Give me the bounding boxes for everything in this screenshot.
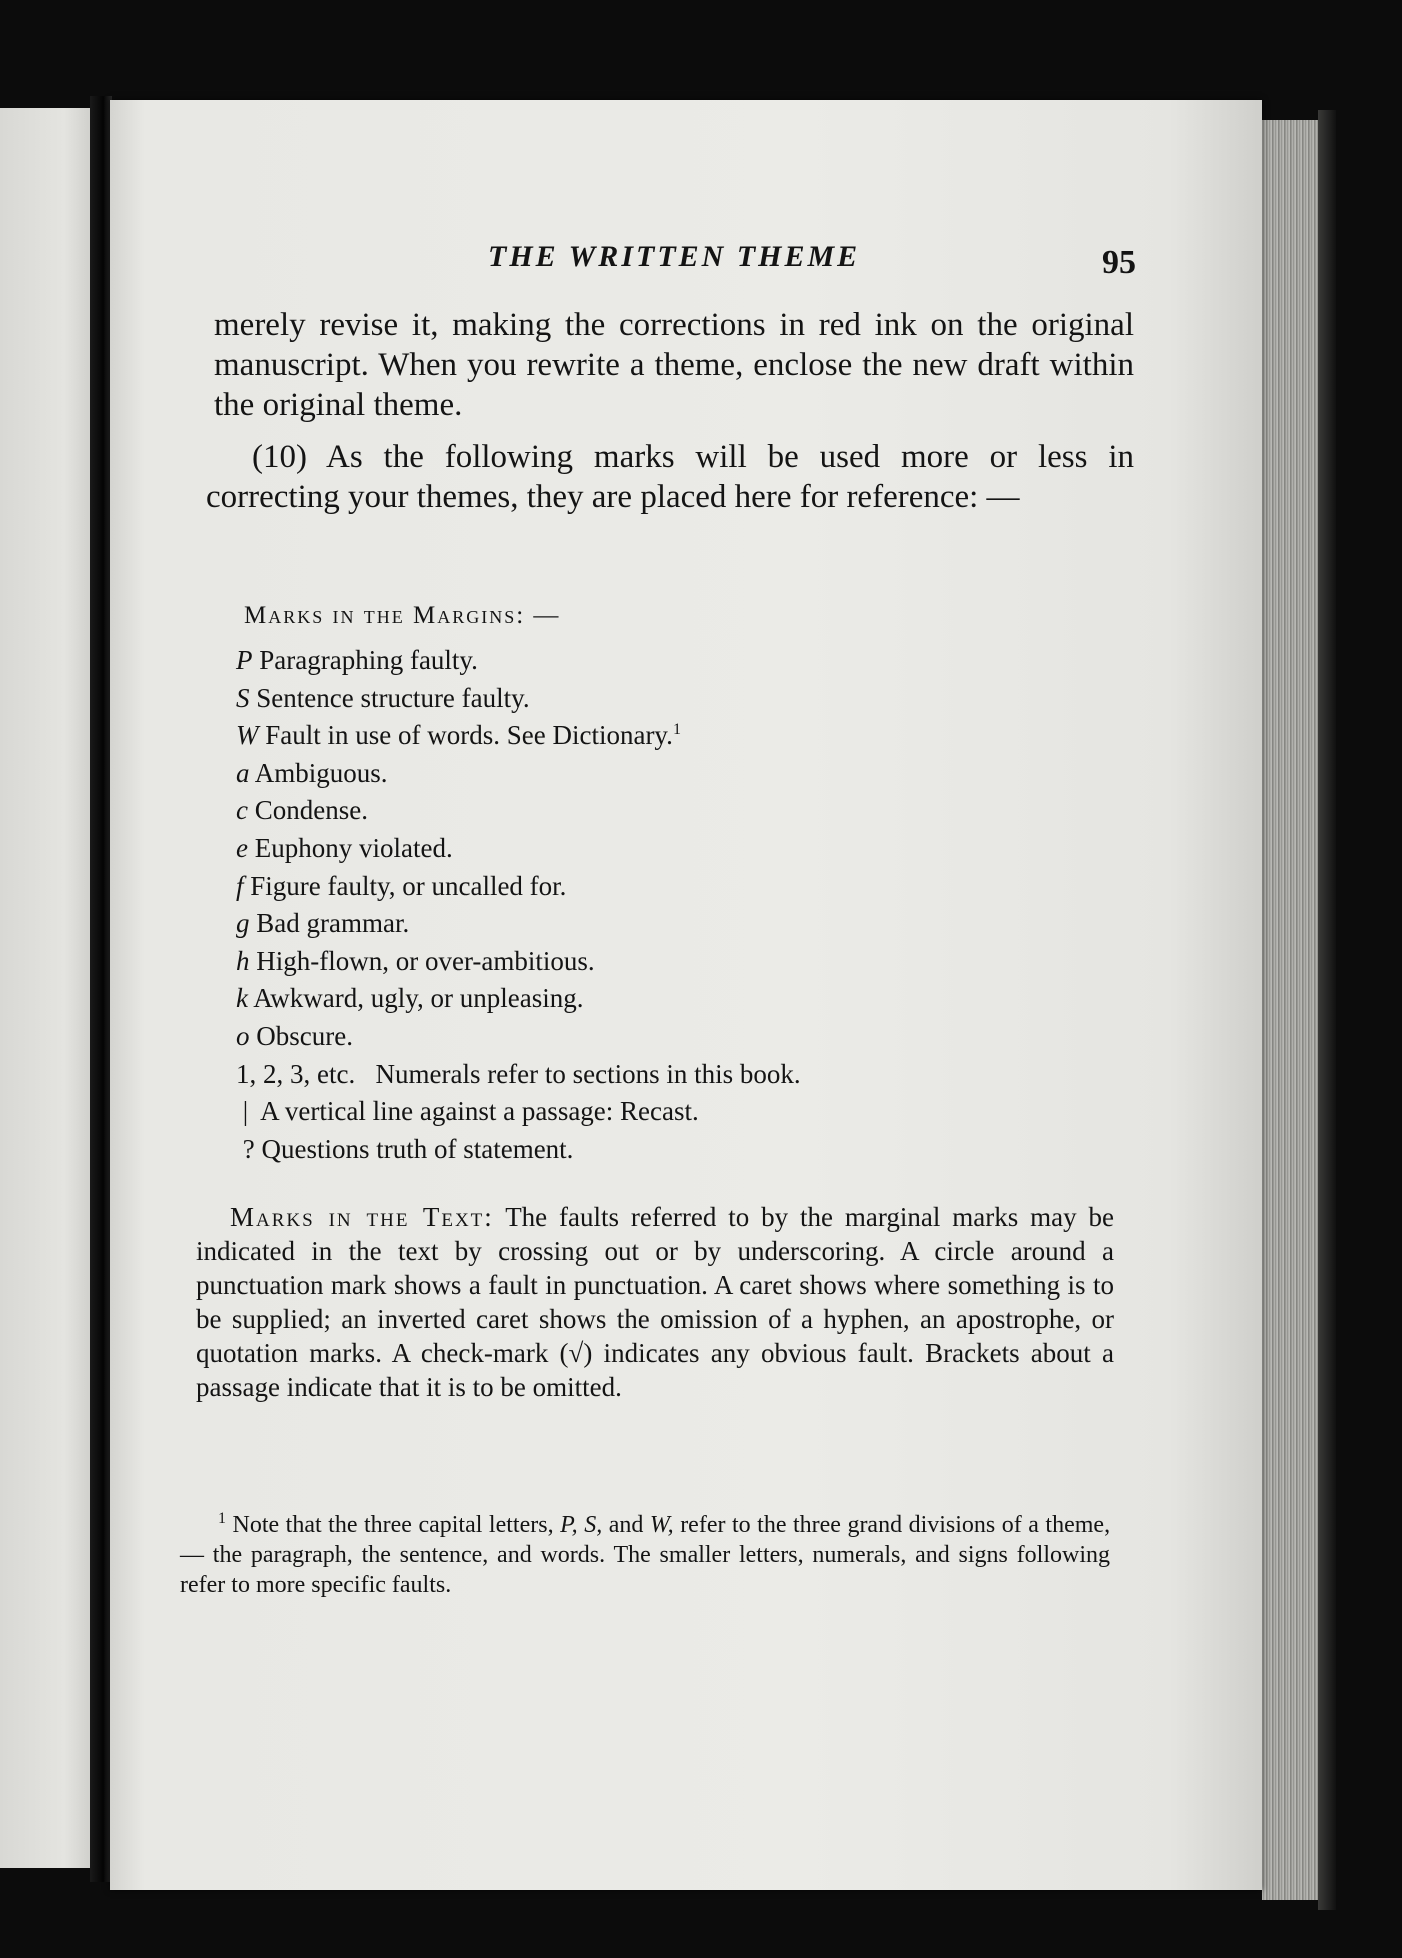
list-item [236, 1056, 801, 1094]
footnote-text-before: Note that the three capital letters, [232, 1512, 554, 1538]
mark-symbol: k [236, 983, 248, 1014]
mark-description: A vertical line against a passage: Recast. [260, 1096, 699, 1127]
list-item [236, 755, 801, 793]
mark-symbol: P [236, 645, 253, 675]
paragraph-continued: merely revise it, making the corrections in red ink on the original manuscript. When you rewrite a theme, enclose the new draft within the original theme. [214, 307, 1134, 423]
mark-symbol: | [242, 1096, 249, 1127]
mark-description: Fault in use of words. See Dictionary. [265, 720, 673, 751]
mark-symbol: S [236, 682, 250, 713]
footnote-letter-s: S, [584, 1512, 603, 1538]
footnote-letter-p: P, [560, 1512, 578, 1538]
mark-description: Sentence structure faulty. [256, 682, 530, 713]
mark-symbol: c [236, 795, 248, 826]
mark-symbol: h [236, 945, 250, 976]
running-head: THE WRITTEN THEME [488, 240, 861, 273]
mark-description: Paragraphing faulty. [259, 645, 478, 675]
text-marks-body: The faults referred to by the marginal marks may be indicated in the text by crossing out or by underscoring. A circle around a punctuation mark shows a fault in punctuation. A caret shows where something is to be supplied; an inverted caret shows the omission of a hyphen, an apostrophe, or quotation marks. A check-mark (√) indicates any obvious fault. Brackets about a passage indicate that it is to be omitted. [196, 1202, 1114, 1402]
text-marks-heading: Marks in the Text: [230, 1202, 494, 1232]
list-item [236, 868, 801, 906]
footnote-conjunction: and [608, 1512, 644, 1538]
book-edge-shadow [1318, 110, 1336, 1910]
mark-description: High-flown, or over-ambitious. [256, 945, 595, 976]
mark-description: Questions truth of statement. [261, 1133, 574, 1164]
mark-symbol: a [236, 757, 250, 788]
mark-description: Condense. [254, 795, 368, 826]
facing-page-edge [0, 108, 92, 1868]
list-item [236, 1131, 801, 1169]
paragraph-10: (10) As the following marks will be used more or less in correcting your themes, they are placed here for reference: — [206, 439, 1134, 515]
list-item [236, 1018, 801, 1056]
mark-description: Obscure. [256, 1020, 353, 1051]
book-gutter [90, 96, 112, 1882]
mark-symbol: e [236, 832, 248, 863]
footnote-reference: 1 [672, 721, 681, 739]
mark-description: Euphony violated. [254, 832, 453, 863]
list-item [236, 717, 801, 755]
list-item [236, 792, 801, 830]
mark-description: Figure faulty, or uncalled for. [250, 870, 567, 901]
list-item [236, 680, 801, 718]
list-item [236, 980, 801, 1018]
footnote-letter-w: W, [649, 1512, 674, 1538]
list-item [236, 1093, 801, 1131]
mark-description: Awkward, ugly, or unpleasing. [253, 983, 584, 1014]
mark-symbol: 1, 2, 3, etc. [236, 1058, 356, 1089]
margin-marks-list [236, 642, 801, 1168]
list-item [236, 943, 801, 981]
margin-marks-heading: Marks in the Margins: — [244, 602, 561, 629]
mark-description: Ambiguous. [254, 757, 388, 788]
mark-symbol: ? [242, 1133, 255, 1164]
page-number: 95 [1102, 244, 1136, 281]
list-item [236, 830, 801, 868]
mark-symbol: W [236, 720, 259, 751]
mark-symbol: g [236, 908, 250, 939]
mark-symbol: f [236, 870, 244, 901]
text-marks-paragraph [196, 1200, 1114, 1404]
list-item [236, 905, 801, 943]
page-edges [1262, 120, 1322, 1900]
mark-description: Numerals refer to sections in this book. [375, 1058, 801, 1089]
footnote [180, 1510, 1110, 1600]
footnote-text-after: refer to the three grand divisions of a theme, — the paragraph, the sentence, and words. The smaller letters, numerals, and signs following refer to more specific faults. [180, 1512, 1111, 1598]
footnote-marker: 1 [218, 1510, 226, 1527]
mark-symbol: o [236, 1020, 250, 1051]
mark-description: Bad grammar. [256, 908, 410, 939]
list-item [236, 642, 801, 680]
